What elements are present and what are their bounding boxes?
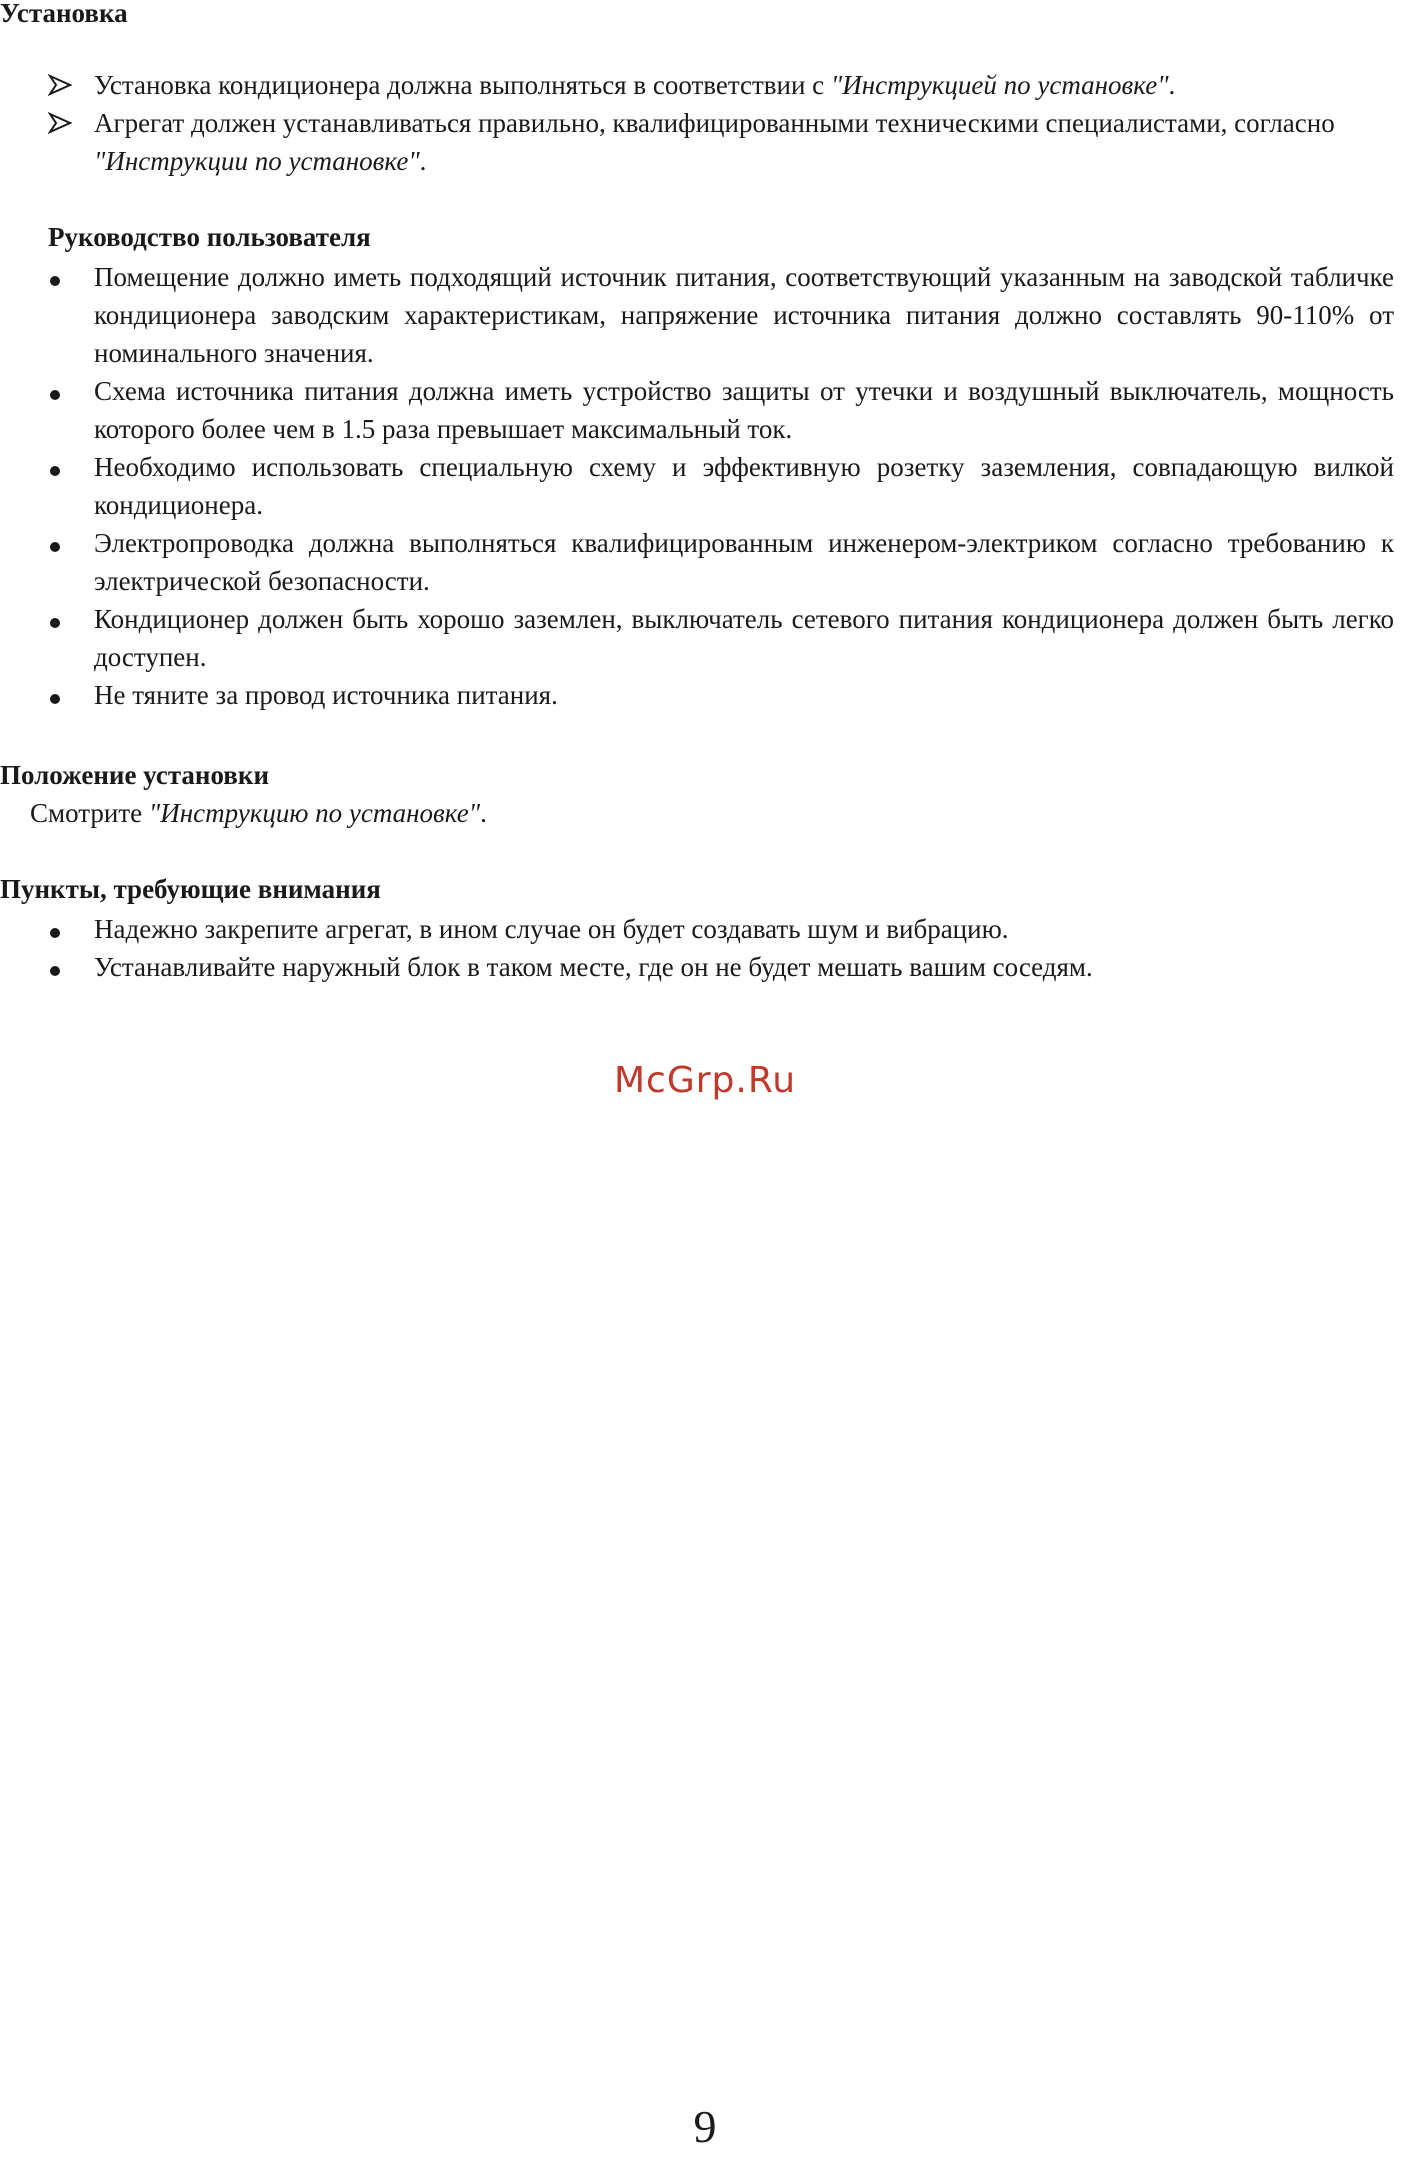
instruction-reference: "Инструкцию по установке" xyxy=(148,798,481,828)
section-title-attention: Пункты, требующие внимания xyxy=(0,874,381,904)
list-item-tail: . xyxy=(1168,70,1176,100)
watermark: McGrp.Ru xyxy=(613,1060,797,1101)
list-item xyxy=(48,948,1394,986)
list-item-text: Схема источника питания должна иметь устройство защиты от утечки и воздушный выключатель, мощность которого более чем в 1.5 раза превышает максимальный ток. xyxy=(94,376,1394,444)
location-text-tail: . xyxy=(480,798,487,828)
arrow-bullet-icon xyxy=(48,104,78,134)
list-item-text: Устанавливайте наружный блок в таком месте, где он не будет мешать вашим соседям. xyxy=(94,952,1093,982)
list-item-text: Агрегат должен устанавливаться правильно, квалифицированными техническими специалистами, согласно xyxy=(94,108,1335,138)
dot-bullet-icon xyxy=(48,372,78,410)
dot-bullet-icon xyxy=(48,948,78,986)
list-item-text: Помещение должно иметь подходящий источник питания, соответствующий указанным на заводской табличке кондиционера заводским характеристикам, напряжение источника питания должно составлять 90-110% от номинального значения. xyxy=(94,262,1394,368)
dot-bullet-icon xyxy=(48,448,78,486)
list-item-text: Установка кондиционера должна выполняться в соответствии с xyxy=(94,70,831,100)
location-text-lead: Смотрите xyxy=(30,798,149,828)
list-item-text: Электропроводка должна выполняться квалифицированным инженером-электриком согласно требованию к электрической безопасности. xyxy=(94,528,1394,596)
instruction-reference: "Инструкции по установке" xyxy=(94,146,420,176)
list-item xyxy=(48,372,1394,448)
section-title-location: Положение установки xyxy=(0,760,269,790)
section-title-installation: Установка xyxy=(0,0,128,28)
dot-bullet-icon xyxy=(48,524,78,562)
list-item xyxy=(48,600,1394,676)
list-item xyxy=(48,910,1394,948)
arrow-bullet-icon xyxy=(48,66,78,96)
instruction-reference: "Инструкцией по установке" xyxy=(830,70,1169,100)
dot-bullet-icon xyxy=(48,676,78,714)
location-text xyxy=(30,794,487,832)
list-item xyxy=(48,524,1394,600)
dot-bullet-icon xyxy=(48,600,78,638)
list-item xyxy=(48,104,1394,180)
list-item xyxy=(48,448,1394,524)
attention-list xyxy=(48,910,1394,986)
list-item-tail: . xyxy=(419,146,427,176)
dot-bullet-icon xyxy=(48,258,78,296)
list-item-text: Не тяните за провод источника питания. xyxy=(94,680,558,710)
user-guide-list xyxy=(48,258,1394,714)
list-item-text: Надежно закрепите агрегат, в ином случае он будет создавать шум и вибрацию. xyxy=(94,914,1009,944)
page-number: 9 xyxy=(693,2101,717,2152)
list-item-text: Необходимо использовать специальную схему и эффективную розетку заземления, совпадающую вилкой кондиционера. xyxy=(94,452,1394,520)
dot-bullet-icon xyxy=(48,910,78,948)
list-item xyxy=(48,66,1394,104)
list-item-text: Кондиционер должен быть хорошо заземлен, выключатель сетевого питания кондиционера должен быть легко доступен. xyxy=(94,604,1394,672)
installation-list xyxy=(48,66,1394,180)
list-item xyxy=(48,258,1394,372)
list-item xyxy=(48,676,1394,714)
section-title-user-guide: Руководство пользователя xyxy=(48,222,371,252)
